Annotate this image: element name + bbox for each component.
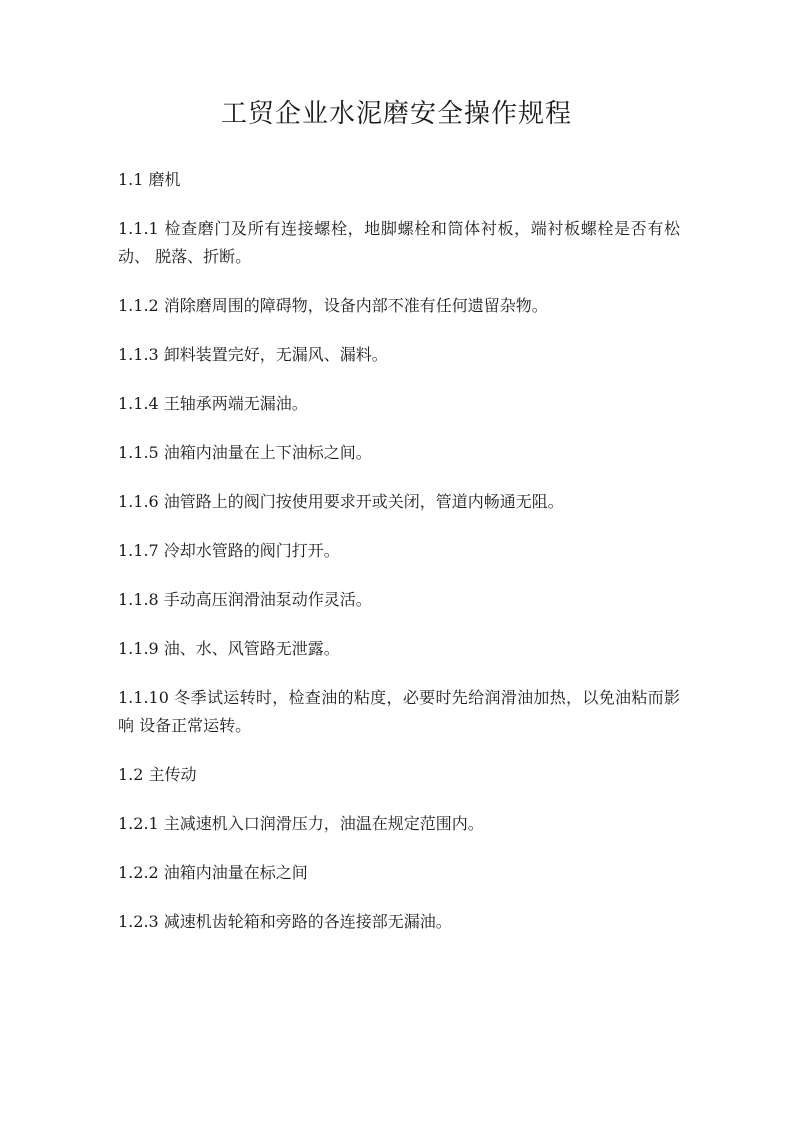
paragraph: 1.1.1 检查磨门及所有连接螺栓，地脚螺栓和筒体衬板，端衬板螺栓是否有松动、 脱落、折断。 [118, 219, 680, 266]
paragraph: 1.1.7 冷却水管路的阀门打开。 [118, 541, 340, 560]
paragraph: 1.1.4 王轴承两端无漏油。 [118, 394, 308, 413]
paragraph: 1.1.2 消除磨周围的障碍物，设备内部不准有任何遗留杂物。 [118, 296, 548, 315]
paragraph: 1.1.8 手动高压润滑油泵动作灵活。 [118, 590, 372, 609]
paragraph: 1.1.9 油、水、风管路无泄露。 [118, 639, 340, 658]
section-heading: 1.1 磨机 [118, 170, 181, 189]
paragraph: 1.1.10 冬季试运转时，检查油的粘度，必要时先给润滑油加热，以免油粘而影响 设备正常运转。 [118, 688, 680, 735]
paragraph: 1.2.1 主减速机入口润滑压力，油温在规定范围内。 [118, 814, 484, 833]
section-heading: 1.2 主传动 [118, 765, 197, 784]
paragraph: 1.1.5 油箱内油量在上下油标之间。 [118, 443, 372, 462]
paragraph: 1.1.6 油管路上的阀门按使用要求开或关闭，管道内畅通无阻。 [118, 492, 564, 511]
paragraph: 1.1.3 卸料装置完好，无漏风、漏料。 [118, 345, 388, 364]
document-title: 工贸企业水泥磨安全操作规程 [220, 99, 572, 129]
paragraph: 1.2.2 油箱内油量在标之间 [118, 863, 308, 882]
document-body [118, 166, 680, 957]
paragraph: 1.2.3 减速机齿轮箱和旁路的各连接部无漏油。 [118, 912, 452, 931]
